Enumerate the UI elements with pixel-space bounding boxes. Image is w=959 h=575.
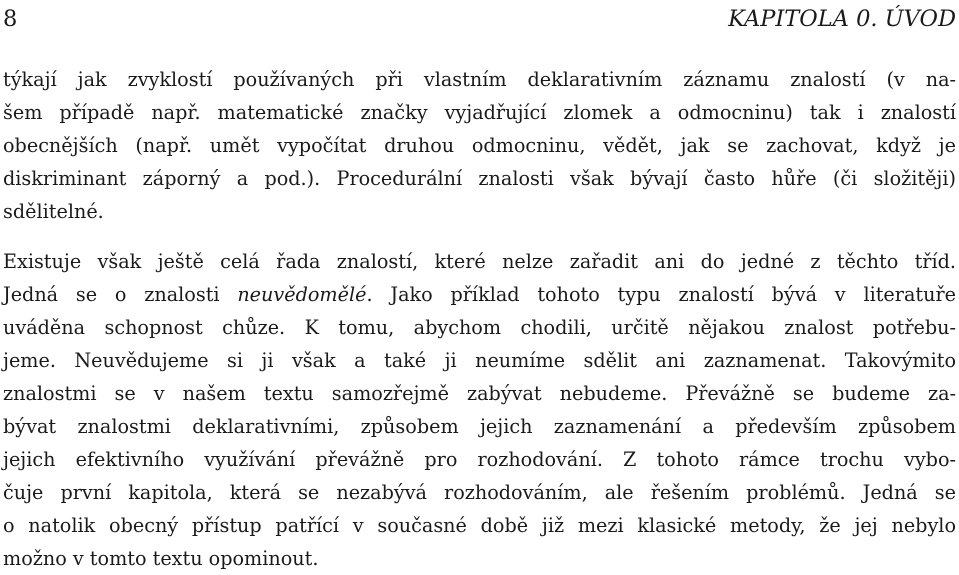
text-line: obecnějších (např. umět vypočítat druhou odmocninu, vědět, jak se zachovat, když je — [3, 134, 956, 157]
text-line: šem případě např. matematické značky vyjadřující zlomek a odmocninu) tak i znalostí — [3, 101, 956, 124]
text-line: znalostmi se v našem textu samozřejmě zabývat nebudeme. Převážně se budeme za- — [3, 382, 956, 405]
paragraph-1 — [3, 63, 956, 228]
text-line: čuje první kapitola, která se nezabývá rozhodováním, ale řešením problémů. Jedná se — [3, 481, 956, 504]
text-line: o natolik obecný přístup patřící v současné době již mezi klasické metody, že jej nebylo — [3, 514, 956, 537]
text-line: týkají jak zvyklostí používaných při vlastním deklarativním záznamu znalostí (v na- — [3, 68, 956, 91]
text-segment: . Jako příklad tohoto typu znalostí bývá v literatuře — [366, 283, 956, 306]
emphasized-term: neuvědomělé — [237, 283, 367, 306]
text-line: jeme. Neuvědujeme si ji však a také ji neumíme sdělit ani zaznamenat. Takovýmito — [3, 349, 956, 372]
text-line: bývat znalostmi deklarativními, způsobem jejich zaznamenání a především způsobem — [3, 415, 956, 438]
text-line: diskriminant záporný a pod.). Procedurální znalosti však bývají často hůře (či složitěji) — [3, 167, 956, 190]
text-line: Existuje však ještě celá řada znalostí, které nelze zařadit ani do jedné z těchto tříd. — [3, 250, 956, 273]
text-line: možno v tomto textu opominout. — [3, 547, 319, 570]
text-line: sdělitelné. — [3, 200, 104, 223]
running-head: KAPITOLA 0. ÚVOD — [728, 6, 956, 32]
text-line-with-emphasis — [3, 278, 956, 311]
paragraph-2 — [3, 245, 956, 575]
text-line: uváděna schopnost chůze. K tomu, abychom chodili, určitě nějakou znalost potřebu- — [3, 316, 956, 339]
page-number: 8 — [3, 6, 18, 32]
page-header — [3, 4, 956, 34]
text-line: jejich efektivního využívání převážně pro rozhodování. Z tohoto rámce trochu vybo- — [3, 448, 956, 471]
text-segment: Jedná se o znalosti — [3, 283, 238, 306]
